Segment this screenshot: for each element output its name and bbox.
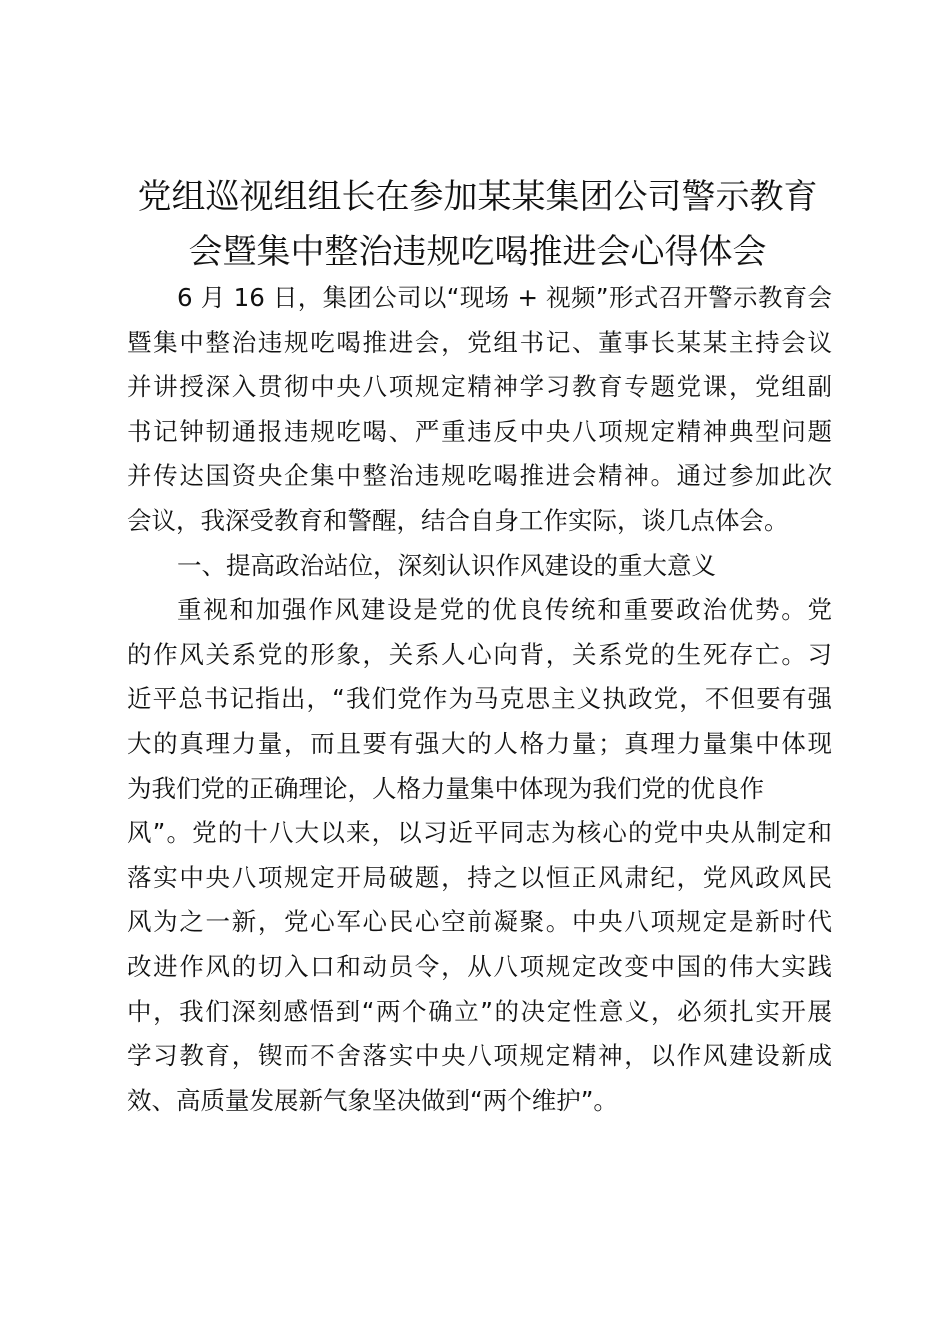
section-heading (127, 544, 832, 589)
text-line: 书记钟韧通报违规吃喝、严重违反中央八项规定精神典型问题 (127, 416, 832, 446)
title-line: 党组巡视组组长在参加某某集团公司警示教育 (137, 177, 818, 217)
text-line: 风”。党的十八大以来，以习近平同志为核心的党中央从制定和 (127, 818, 832, 848)
text-line: 重视和加强作风建设是党的优良传统和重要政治优势。党 (177, 595, 832, 625)
text-line: 改进作风的切入口和动员令，从八项规定改变中国的伟大实践 (127, 951, 832, 981)
text-line: 风为之一新，党心军心民心空前凝聚。中央八项规定是新时代 (127, 907, 832, 937)
text-line: 并讲授深入贯彻中央八项规定精神学习教育专题党课，党组副 (127, 372, 832, 402)
text-line: 暨集中整治违规吃喝推进会，党组书记、董事长某某主持会议 (127, 327, 832, 357)
text-line: 大的真理力量，而且要有强大的人格力量；真理力量集中体现 (127, 728, 832, 758)
paragraph-intro (127, 276, 832, 544)
document-body (127, 276, 832, 1123)
text-line: 近平总书记指出，“我们党作为马克思主义执政党，不但要有强 (127, 684, 832, 714)
text-line: 中，我们深刻感悟到“两个确立”的决定性意义，必须扎实开展 (127, 996, 832, 1026)
text-line: 落实中央八项规定开局破题，持之以恒正风肃纪，党风政风民 (127, 862, 832, 892)
text-line: 效、高质量发展新气象坚决做到“两个维护”。 (127, 1085, 618, 1115)
text-line: 会议，我深受教育和警醒，结合自身工作实际，谈几点体会。 (127, 505, 789, 535)
title-line: 会暨集中整治违规吃喝推进会心得体会 (188, 232, 767, 272)
paragraph-section-1 (127, 588, 832, 1123)
text-line: 学习教育，锲而不舍落实中央八项规定精神，以作风建设新成 (127, 1041, 832, 1071)
document-title (120, 170, 835, 280)
text-line: 的作风关系党的形象，关系人心向背，关系党的生死存亡。习 (127, 639, 832, 669)
text-line: 6 月 16 日，集团公司以“现场 + 视频”形式召开警示教育会 (177, 283, 832, 312)
text-line: 并传达国资央企集中整治违规吃喝推进会精神。通过参加此次 (127, 461, 832, 491)
text-line: 为我们党的正确理论，人格力量集中体现为我们党的优良作 (127, 773, 764, 803)
heading-line: 一、提高政治站位，深刻认识作风建设的重大意义 (177, 550, 716, 580)
